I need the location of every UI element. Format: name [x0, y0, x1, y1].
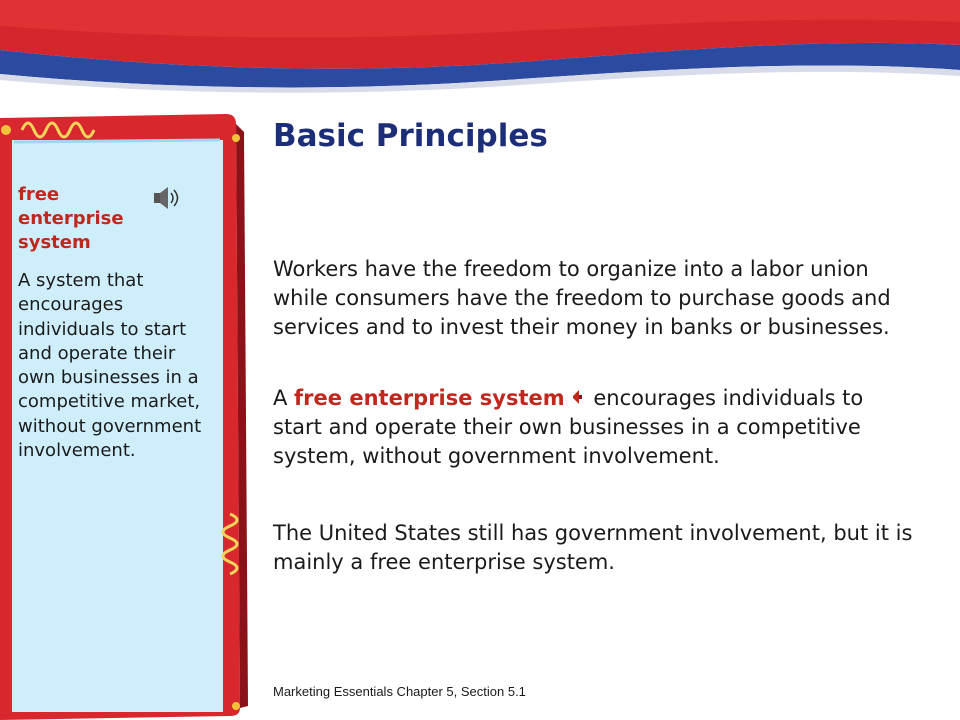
- body-paragraph: Workers have the freedom to organize into a labor union while consumers have the freedom to purchase goods and services and to invest their money in banks or businesses.: [273, 257, 891, 339]
- slide-title: Basic Principles: [273, 118, 548, 154]
- header-banner: [0, 0, 960, 110]
- footer-source: Marketing Essentials Chapter 5, Section 5.1: [273, 684, 526, 699]
- paragraph-text: encourages individuals to start and operate their own businesses in a competitive system, without government involvement.: [273, 386, 864, 468]
- key-term-highlight: free enterprise system: [294, 386, 565, 410]
- paragraph-text: A: [273, 386, 295, 410]
- speaker-icon[interactable]: [565, 386, 587, 406]
- speaker-icon[interactable]: [150, 183, 180, 213]
- vocabulary-term: free enterprise system: [18, 184, 124, 253]
- body-paragraph: [273, 384, 913, 471]
- body-paragraph: The United States still has government involvement, but it is mainly a free enterprise system.: [273, 521, 913, 574]
- vocabulary-definition: A system that encourages individuals to start and operate their own businesses in a competitive market, without government involvement.: [18, 270, 202, 462]
